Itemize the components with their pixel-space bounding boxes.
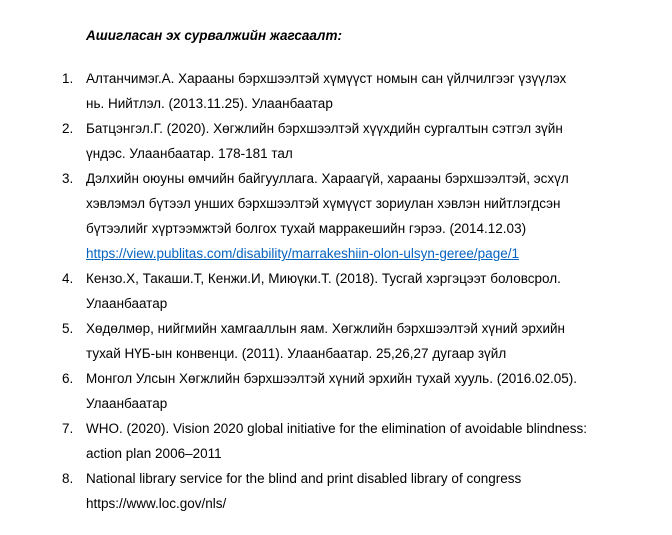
- reference-text: [86, 116, 626, 166]
- reference-number: 7.: [62, 421, 74, 436]
- reference-line: хэвлэмэл бүтээл унших бэрхшээлтэй хүмүүст зориулан хэвлэн нийтлэгдсэн: [86, 196, 561, 211]
- reference-item: [0, 466, 672, 516]
- reference-text: [86, 166, 626, 266]
- reference-text: [86, 316, 626, 366]
- reference-number: 1.: [62, 71, 74, 86]
- reference-line: action plan 2006–2011: [86, 446, 222, 461]
- reference-line: National library service for the blind and print disabled library of congress: [86, 471, 522, 486]
- reference-line: https://www.loc.gov/nls/: [86, 496, 227, 511]
- reference-line: Дэлхийн оюуны өмчийн байгууллага. Хараагүй, харааны бэрхшээлтэй, эсхүл: [86, 171, 569, 186]
- reference-number: 8.: [62, 471, 74, 486]
- reference-item: [0, 166, 672, 266]
- reference-item: [0, 416, 672, 466]
- reference-line: үндэс. Улаанбаатар. 178-181 тал: [86, 146, 293, 161]
- reference-number: 5.: [62, 321, 74, 336]
- reference-text: [86, 266, 626, 316]
- reference-line: Монгол Улсын Хөгжлийн бэрхшээлтэй хүний эрхийн тухай хууль. (2016.02.05).: [86, 371, 578, 386]
- reference-line: Хөдөлмөр, нийгмийн хамгааллын яам. Хөгжлийн бэрхшээлтэй хүний эрхийн: [86, 321, 565, 336]
- reference-line: бүтээлийг хүртээмжтэй болгох тухай марракешийн гэрээ. (2014.12.03): [86, 221, 527, 236]
- reference-line: Алтанчимэг.А. Харааны бэрхшээлтэй хүмүүст номын сан үйлчилгээг үзүүлэх: [86, 71, 567, 86]
- reference-text: [86, 66, 626, 116]
- reference-text: [86, 366, 626, 416]
- reference-number: 3.: [62, 171, 74, 186]
- reference-line: нь. Нийтлэл. (2013.11.25). Улаанбаатар: [86, 96, 333, 111]
- reference-text: [86, 466, 626, 516]
- reference-item: [0, 316, 672, 366]
- reference-item: [0, 116, 672, 166]
- reference-line: Улаанбаатар: [86, 296, 168, 311]
- reference-line: WHO. (2020). Vision 2020 global initiative for the elimination of avoidable blindness:: [86, 421, 588, 436]
- reference-item: [0, 66, 672, 116]
- reference-number: 4.: [62, 271, 74, 286]
- reference-line: Улаанбаатар: [86, 396, 168, 411]
- reference-item: [0, 266, 672, 316]
- reference-text: [86, 416, 626, 466]
- reference-line: Батцэнгэл.Г. (2020). Хөгжлийн бэрхшээлтэй хүүхдийн сургалтын сэтгэл зүйн: [86, 121, 563, 136]
- reference-number: 6.: [62, 371, 74, 386]
- reference-list: [0, 66, 672, 516]
- references-heading: Ашигласан эх сурвалжийн жагсаалт:: [86, 28, 342, 43]
- reference-line: Кензо.Х, Такаши.Т, Кенжи.И, Миюүки.Т. (2018). Тусгай хэргэцээт боловсрол.: [86, 271, 561, 286]
- reference-link[interactable]: https://view.publitas.com/disability/marrakeshiin-olon-ulsyn-geree/page/1: [86, 246, 519, 261]
- reference-number: 2.: [62, 121, 74, 136]
- reference-item: [0, 366, 672, 416]
- reference-line: тухай НҮБ-ын конвенци. (2011). Улаанбаатар. 25,26,27 дугаар зүйл: [86, 346, 507, 361]
